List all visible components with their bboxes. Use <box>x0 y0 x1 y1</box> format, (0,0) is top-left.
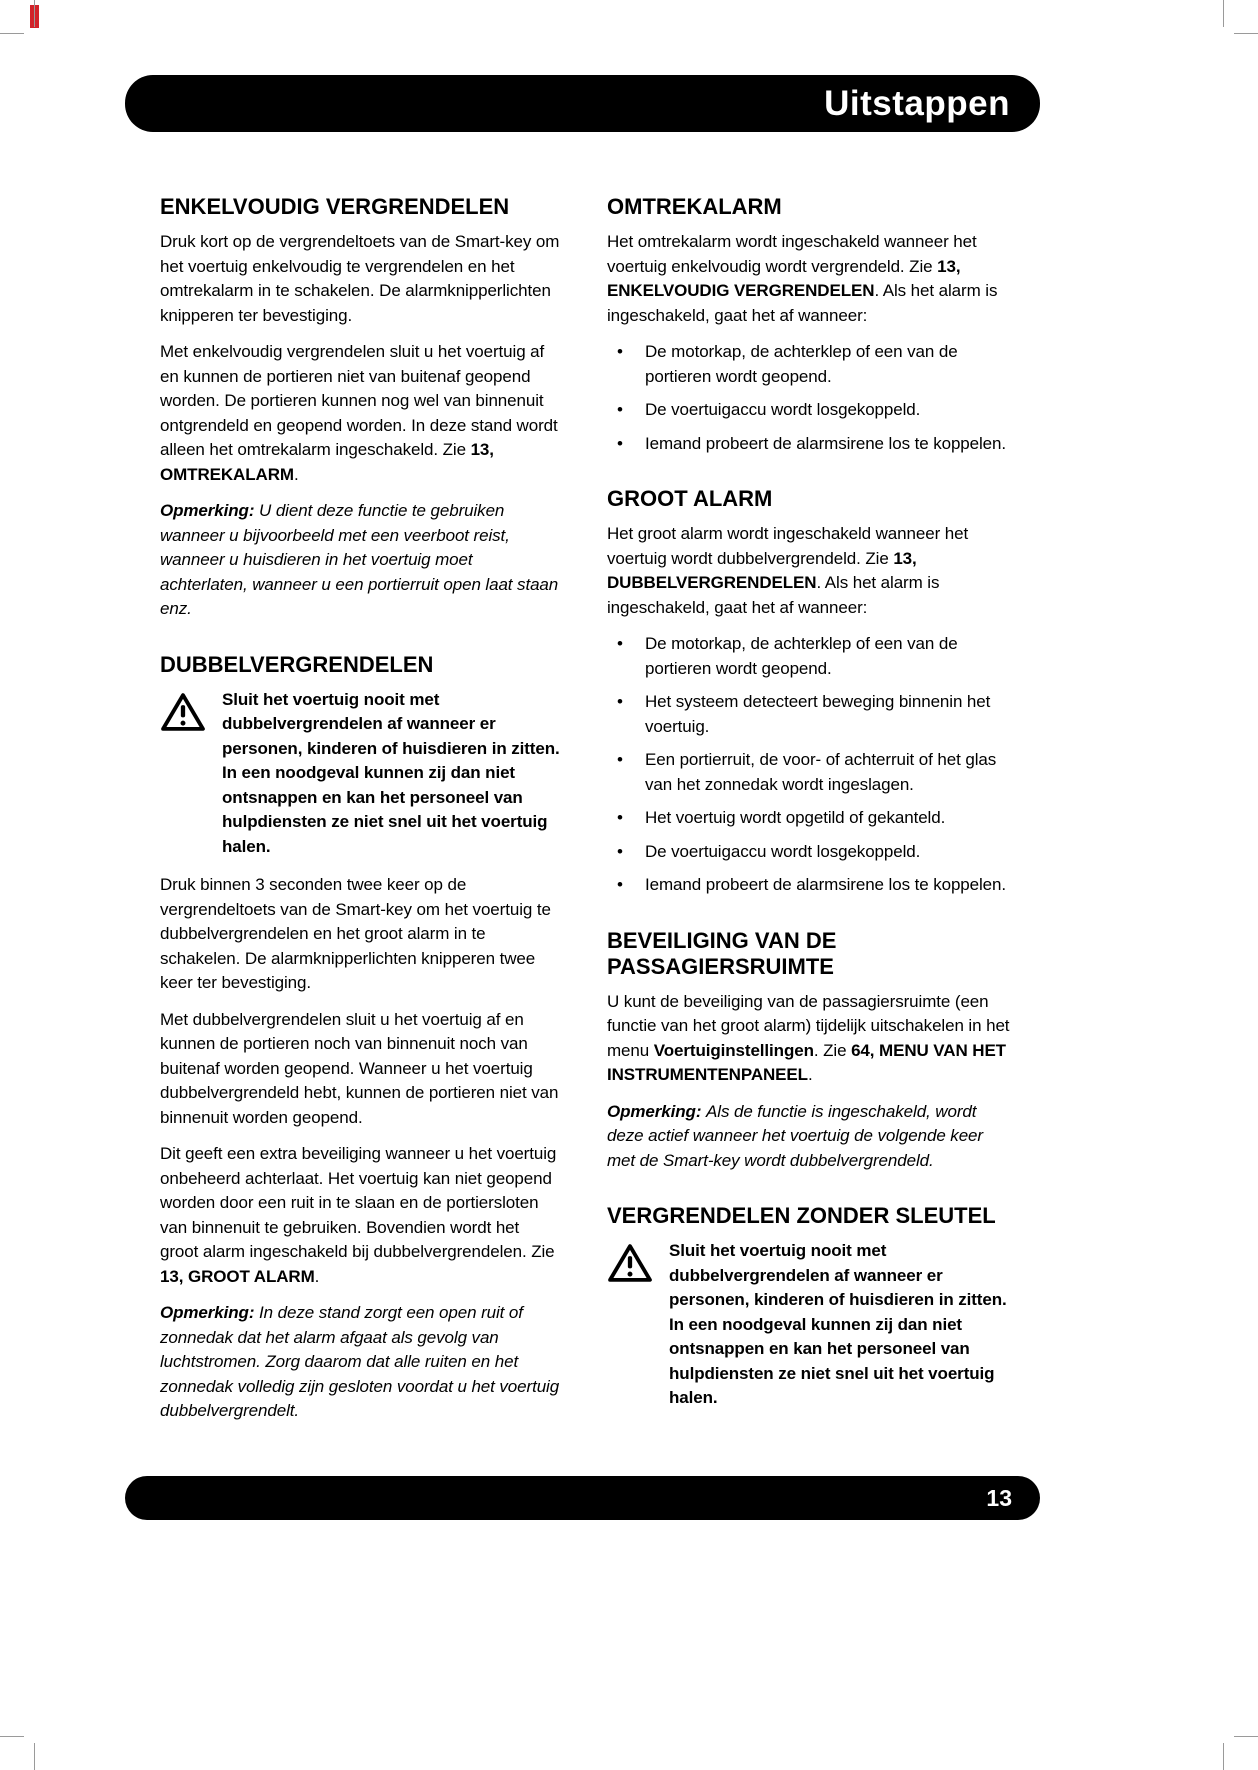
crop-mark-top-left <box>0 33 24 34</box>
heading-omtrekalarm: OMTREKALARM <box>607 194 782 219</box>
paragraph: Druk binnen 3 seconden twee keer op de vergrendeltoets van de Smart-key om het voertuig te dubbelvergrendelen en het groot alarm in te schakelen. De alarmknipperlichten knipperen twee keer ter bevestiging. <box>160 875 551 992</box>
bullet-list <box>607 340 1012 456</box>
warning-text: Sluit het voertuig nooit met dubbelvergrendelen af wanneer er personen, kinderen of huisdieren in zitten. In een noodgeval kunnen zij dan niet ontsnappen en kan het personeel van hulpdiensten ze niet snel uit het voertuig halen. <box>222 689 560 856</box>
paragraph: Het groot alarm wordt ingeschakeld wanneer het voertuig wordt dubbelvergrendeld. Zie 13, DUBBELVERGRENDELEN. Als het alarm is ingeschakeld, gaat het af wanneer: <box>607 524 969 617</box>
bullet-item: • De voertuigaccu wordt losgekoppeld. <box>607 840 1012 865</box>
heading-vergrendelen-zonder-sleutel: VERGRENDELEN ZONDER SLEUTEL <box>607 1203 996 1228</box>
bullet-item: • De voertuigaccu wordt losgekoppeld. <box>607 398 1012 423</box>
crop-mark-bottom-left <box>34 1743 35 1770</box>
heading-enkelvoudig-vergrendelen: ENKELVOUDIG VERGRENDELEN <box>160 194 510 219</box>
bullet-item: • Het voertuig wordt opgetild of gekanteld. <box>607 806 1012 831</box>
crop-mark-top-right <box>1234 33 1258 34</box>
warning-block <box>607 1239 1012 1411</box>
crop-mark-bottom-right <box>1223 1743 1224 1770</box>
note-paragraph: Opmerking: Als de functie is ingeschakeld, wordt deze actief wanneer het voertuig de volgende keer met de Smart-key wordt dubbelvergrendeld. <box>607 1101 983 1170</box>
paragraph: Het omtrekalarm wordt ingeschakeld wanneer het voertuig enkelvoudig wordt vergrendeld. Zie 13, ENKELVOUDIG VERGRENDELEN. Als het alarm is ingeschakeld, gaat het af wanneer: <box>607 232 998 325</box>
heading-beveiliging-passagiersruimte: BEVEILIGING VAN DE PASSAGIERSRUIMTE <box>607 927 837 979</box>
right-column <box>607 194 1012 1436</box>
page-title: Uitstappen <box>824 83 1010 123</box>
note-paragraph: Opmerking: U dient deze functie te gebruiken wanneer u bijvoorbeeld met een veerboot reist, wanneer u huisdieren in het voertuig moet achterlaten, wanneer u een portierruit open laat staan enz. <box>160 501 559 618</box>
heading-dubbelvergrendelen: DUBBELVERGRENDELEN <box>160 651 434 677</box>
bullet-list <box>607 632 1012 898</box>
page-content <box>160 194 1012 1436</box>
bullet-item: • Een portierruit, de voor- of achterruit of het glas van het zonnedak wordt ingeslagen. <box>607 748 1012 797</box>
paragraph: U kunt de beveiliging van de passagiersruimte (een functie van het groot alarm) tijdelijk uitschakelen in het menu Voertuiginstellingen. Zie 64, MENU VAN HET INSTRUMENTENPANEEL. <box>607 991 1010 1084</box>
header-bar <box>125 75 1040 132</box>
crop-mark-top-right <box>1223 0 1224 27</box>
footer-bar <box>125 1476 1040 1520</box>
page-number: 13 <box>986 1484 1012 1511</box>
bullet-item: • Iemand probeert de alarmsirene los te koppelen. <box>607 873 1012 898</box>
heading-groot-alarm: GROOT ALARM <box>607 486 773 511</box>
crop-mark-bottom-right <box>1234 1736 1258 1737</box>
paragraph: Met dubbelvergrendelen sluit u het voertuig af en kunnen de portieren noch van binnenuit noch van buitenaf worden geopend. Wanneer u het voertuig dubbelvergrendeld hebt, kunnen de portieren niet van binnenuit worden geopend. <box>160 1009 559 1127</box>
crop-mark-top-left <box>34 0 35 27</box>
paragraph: Met enkelvoudig vergrendelen sluit u het voertuig af en kunnen de portieren niet van buitenaf geopend worden. De portieren kunnen nog wel van binnenuit ontgrendeld en geopend worden. In deze stand wordt alleen het omtrekalarm ingeschakeld. Zie 13, OMTREKALARM. <box>160 342 558 484</box>
paragraph: Dit geeft een extra beveiliging wanneer u het voertuig onbeheerd achterlaat. Het voertuig kan niet geopend worden door een ruit in te slaan en de portiersloten van binnenuit te gebruiken. Bovendien wordt het groot alarm ingeschakeld bij dubbelvergrendelen. Zie 13, GROOT ALARM. <box>160 1144 557 1286</box>
warning-triangle-icon <box>607 1239 653 1289</box>
warning-block <box>160 688 561 860</box>
warning-triangle-icon <box>160 688 206 738</box>
paragraph: Druk kort op de vergrendeltoets van de Smart-key om het voertuig enkelvoudig te vergrendelen en het omtrekalarm in te schakelen. De alarmknipperlichten knipperen ter bevestiging. <box>160 232 560 325</box>
bullet-item: • De motorkap, de achterklep of een van de portieren wordt geopend. <box>607 340 1012 389</box>
bullet-item: • De motorkap, de achterklep of een van de portieren wordt geopend. <box>607 632 1012 681</box>
crop-mark-bottom-left <box>0 1736 24 1737</box>
warning-text: Sluit het voertuig nooit met dubbelvergrendelen af wanneer er personen, kinderen of huisdieren in zitten. In een noodgeval kunnen zij dan niet ontsnappen en kan het personeel van hulpdiensten ze niet snel uit het voertuig halen. <box>669 1241 1007 1407</box>
bullet-item: • Iemand probeert de alarmsirene los te koppelen. <box>607 432 1012 457</box>
bullet-item: • Het systeem detecteert beweging binnenin het voertuig. <box>607 690 1012 739</box>
left-column <box>160 194 561 1436</box>
note-paragraph: Opmerking: In deze stand zorgt een open ruit of zonnedak dat het alarm afgaat als gevolg van luchtstromen. Zorg daarom dat alle ruiten en het zonnedak volledig zijn gesloten voordat u het voertuig dubbelvergrendelt. <box>160 1303 560 1420</box>
